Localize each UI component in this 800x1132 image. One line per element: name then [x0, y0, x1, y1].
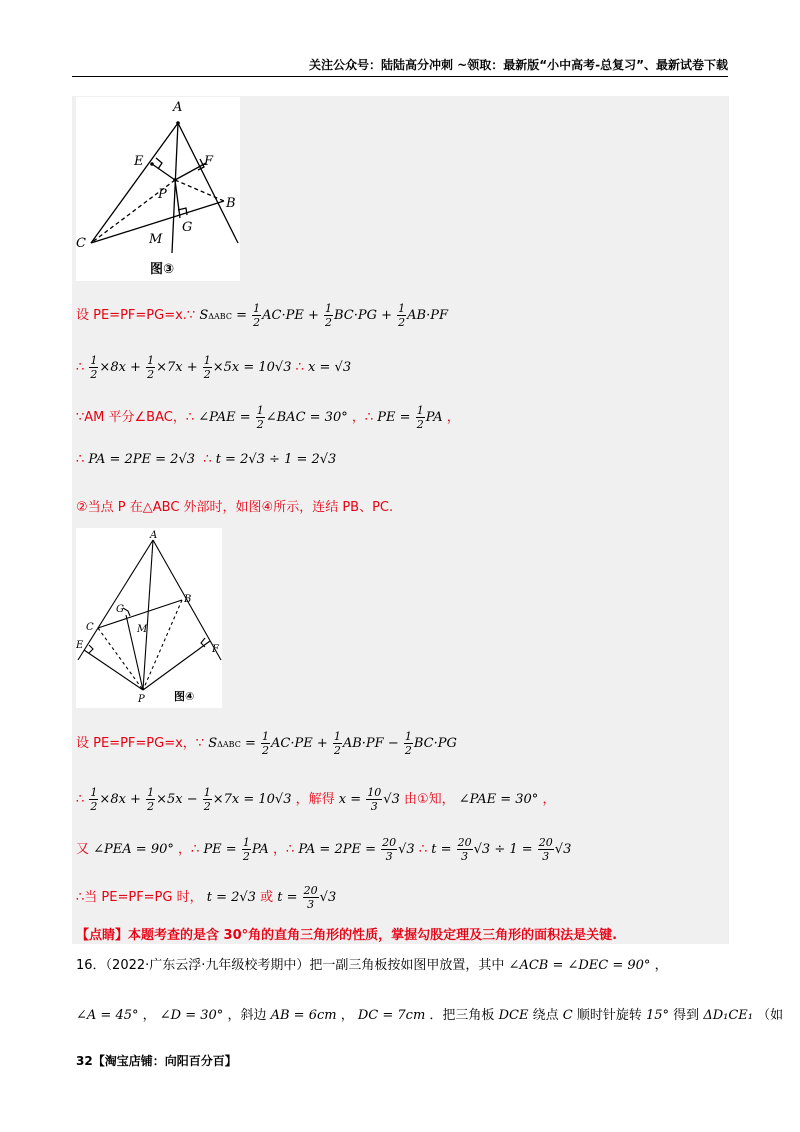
q16-sep7: 得到 [673, 1008, 700, 1023]
therefore-symbol: ∴ [76, 792, 85, 807]
page-footer: 32【淘宝店铺：向阳百分百】 [76, 1054, 237, 1068]
fig3-label-b: B [226, 196, 236, 211]
line1-math: SΔABC = $\frac{1}{2}$ AC·PE + $\frac{1}{2}$ BC·PG + $\frac{1}{2}$ AB·PF [199, 302, 449, 329]
figure-3-diagram [76, 97, 240, 281]
fig3-label-p: P [158, 187, 167, 202]
line7-math3: ∠PAE = 30° [458, 792, 539, 807]
line9-text2: 或 [260, 890, 274, 905]
line8-math2: PE = $\frac{1}{2}$ PA [203, 836, 269, 863]
solution-line-3 [76, 404, 726, 431]
header-rule [72, 76, 728, 77]
figure-4 [76, 528, 222, 708]
line8-text2: ，∴ [178, 842, 200, 857]
solution-line-7 [76, 786, 726, 813]
fig3-label-m: M [149, 232, 163, 247]
line3-math2: PE = $\frac{1}{2}$ PA [377, 404, 443, 431]
fig3-label-e: E [134, 154, 144, 169]
line7-math2: x = $\frac{10}{3}$ √3 [338, 786, 400, 813]
q16-sep2: ，斜边 [227, 1008, 267, 1023]
q16-sep4: ．把三角板 [429, 1008, 495, 1023]
line8-math1: ∠PEA = 90° [93, 842, 174, 857]
line3-math1: ∠PAE = $\frac{1}{2}$ ∠BAC = 30° [198, 404, 348, 431]
solution-line-6 [76, 730, 726, 757]
fig3-label-a: A [173, 100, 183, 115]
line6-math: SΔABC = $\frac{1}{2}$ AC·PE + $\frac{1}{2}$ AB·PF − $\frac{1}{2}$ BC·PG [208, 730, 457, 757]
fig4-label-b: B [184, 594, 192, 605]
q16-sep3: ， [340, 1008, 354, 1023]
therefore-symbol: ∴ [203, 452, 212, 467]
line2-result: x = √3 [308, 360, 352, 375]
q16-dc: DC = 7cm [357, 1008, 426, 1023]
line8-text4: ∴ [418, 842, 428, 857]
line4-math1: PA = 2PE = 2√3 [88, 452, 196, 467]
line9-math1: t = 2√3 [206, 890, 256, 905]
line7-text2: 由①知， [403, 792, 455, 807]
solution-line-9 [76, 884, 726, 911]
line6-text: 设 PE=PF=PG=x，∵ [76, 736, 205, 751]
line7-text1: ，解得 [295, 792, 335, 807]
q16-ab: AB = 6cm [270, 1008, 337, 1023]
fig4-label-a: A [150, 530, 158, 541]
therefore-symbol: ∴ [295, 360, 304, 375]
fig4-label-g: G [116, 604, 124, 615]
q16-dce: DCE [498, 1008, 529, 1023]
q16-c: C [562, 1008, 573, 1023]
q16-end: ， [654, 958, 668, 973]
therefore-symbol: ∴ [76, 360, 85, 375]
line7-equation: $\frac{1}{2}$ ×8x + $\frac{1}{2}$ ×5x − $\frac{1}{2}$ ×7x = 10√3 [90, 786, 292, 813]
page-header: 关注公众号：陆陆高分冲刺 ~领取：最新版“小中高考-总复习”、最新试卷下载 [309, 58, 728, 72]
line1-text: 设 PE=PF=PG=x.∵ [76, 308, 196, 323]
fig4-label-m: M [137, 624, 148, 635]
fig3-label-c: C [76, 236, 86, 251]
line8-text1: 又 [76, 842, 90, 857]
solution-line-5: ②当点 P 在△ABC 外部时，如图④所示，连结 PB、PC. [76, 500, 394, 515]
q16-sep8: （如 [757, 1008, 784, 1023]
solution-line-8 [76, 836, 726, 863]
q16-sep6: 顺时针旋转 [576, 1008, 642, 1023]
line3-text: ∵AM 平分∠BAC，∴ [76, 410, 195, 425]
fig4-label-e: E [76, 640, 84, 651]
question-16-line-2 [76, 1006, 784, 1026]
question-16-line-1 [76, 956, 726, 976]
figure-3 [76, 97, 240, 281]
line3-end: ， [446, 410, 460, 425]
q16-sep1: ， [142, 1008, 156, 1023]
fig3-label-g: G [182, 220, 193, 235]
line3-mid: ，∴ [351, 410, 374, 425]
fig4-caption: 图④ [174, 690, 195, 703]
solution-line-1 [76, 302, 726, 329]
therefore-symbol: ∴ [76, 452, 85, 467]
fig3-caption: 图③ [150, 262, 175, 277]
solution-line-4 [76, 450, 726, 470]
figure-4-diagram [76, 528, 222, 708]
line8-text3: ，∴ [272, 842, 295, 857]
q16-angle-a: ∠A = 45° [76, 1008, 139, 1023]
line2-equation: $\frac{1}{2}$ ×8x + $\frac{1}{2}$ ×7x + $\frac{1}{2}$ ×5x = 10√3 [90, 354, 292, 381]
q16-triangle: ΔD₁CE₁ [703, 1008, 753, 1023]
solution-line-2 [76, 354, 726, 381]
q16-15deg: 15° [645, 1008, 670, 1023]
line7-end: ， [542, 792, 556, 807]
fig4-label-p: P [138, 694, 145, 705]
fig4-label-f: F [212, 644, 219, 655]
line9-text1: ∴当 PE=PF=PG 时， [76, 890, 203, 905]
fig3-label-f: F [204, 154, 214, 169]
line9-math2: t = $\frac{20}{3}$ √3 [277, 884, 337, 911]
fig4-label-c: C [86, 622, 94, 633]
line8-math3: PA = 2PE = $\frac{20}{3}$ √3 [298, 836, 415, 863]
q16-math1: ∠ACB = ∠DEC = 90° [508, 958, 651, 973]
key-point-note: 【点睛】本题考查的是含 30°角的直角三角形的性质，掌握勾股定理及三角形的面积法是关键. [76, 928, 618, 943]
q16-angle-d: ∠D = 30° [159, 1008, 224, 1023]
line8-math4: t = $\frac{20}{3}$ √3 ÷ 1 = $\frac{20}{3}$ √3 [431, 836, 572, 863]
q16-sep5: 绕点 [532, 1008, 559, 1023]
line4-math2: t = 2√3 ÷ 1 = 2√3 [215, 452, 337, 467]
q16-text: 16．（2022·广东云浮·九年级校考期中）把一副三角板按如图甲放置，其中 [76, 958, 505, 973]
